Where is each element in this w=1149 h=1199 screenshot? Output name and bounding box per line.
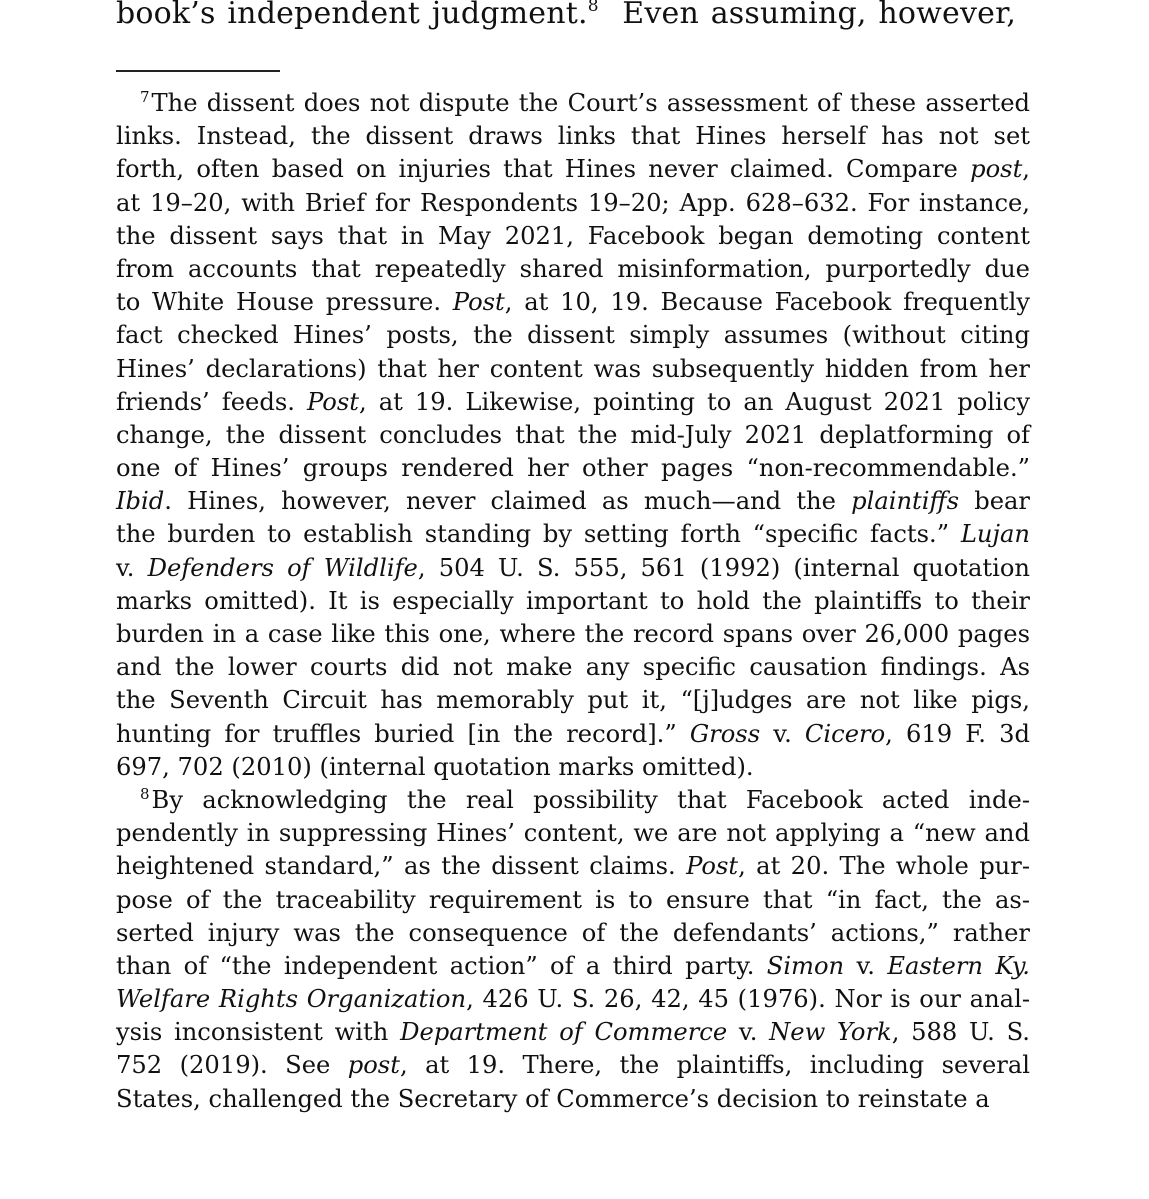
- footnote-line: [116, 552, 1030, 585]
- italic-citation-text: Cicero: [804, 719, 886, 748]
- footnote-text: at 19–20, with Brief for Respondents 19–20; App. 628–632. For instance,: [116, 188, 1030, 217]
- italic-citation-text: Defenders of Wildlife: [147, 553, 418, 582]
- footnote-7: [116, 87, 1030, 784]
- footnote-text: the dissent says that in May 2021, Facebook began demoting content: [116, 221, 1030, 250]
- italic-citation-text: Simon: [766, 951, 845, 980]
- footnote-line: [116, 485, 1030, 518]
- footnote-text: ysis inconsistent with: [116, 1018, 401, 1047]
- footnote-number: 7: [140, 88, 150, 106]
- footnote-line: [116, 817, 1030, 850]
- footnote-line: [116, 452, 1030, 485]
- footnote-line: [116, 253, 1030, 286]
- footnote-line: [116, 286, 1030, 319]
- footnote-line: [116, 651, 1030, 684]
- footnote-line: [116, 1083, 1030, 1116]
- italic-citation-text: Ibid: [116, 487, 165, 516]
- italic-citation-text: Department of Commerce: [400, 1018, 728, 1047]
- footnote-text: friends’ feeds.: [116, 387, 307, 416]
- italic-citation-text: Gross: [689, 719, 761, 748]
- footnote-text: The dissent does not dispute the Court’s assessment of these asserted: [151, 89, 1030, 117]
- footnote-line: [116, 751, 1030, 784]
- italic-citation-text: Post: [306, 387, 359, 416]
- italic-citation-text: plaintiffs: [851, 487, 960, 516]
- footnote-text: bear: [959, 487, 1030, 516]
- footnote-line: [116, 917, 1030, 950]
- footnote-line: [116, 585, 1030, 618]
- italic-citation-text: post: [970, 155, 1023, 184]
- footnote-text: v.: [844, 951, 888, 980]
- footnote-line: [116, 187, 1030, 220]
- footnote-line: [116, 153, 1030, 186]
- italic-citation-text: Welfare Rights Organization: [116, 985, 467, 1014]
- body-text-line: [116, 0, 1030, 36]
- footnote-text: v.: [727, 1018, 770, 1047]
- footnote-text: ,: [1022, 155, 1030, 184]
- footnote-text: , at 20. The whole pur-: [738, 852, 1030, 881]
- footnote-line: [116, 87, 1030, 120]
- footnote-line: [116, 850, 1030, 883]
- footnote-text: and the lower courts did not make any specific causation findings. As: [116, 653, 1030, 682]
- footnote-text: 752 (2019). See: [116, 1051, 348, 1080]
- footnote-text: heightened standard,” as the dissent claims.: [116, 852, 687, 881]
- footnote-reference-marker[interactable]: 8: [587, 0, 599, 16]
- italic-citation-text: Eastern Ky.: [887, 951, 1030, 980]
- footnote-line: [116, 319, 1030, 352]
- footnote-text: burden in a case like this one, where the record spans over 26,000 pages: [116, 620, 1030, 648]
- footnote-text: v.: [116, 553, 148, 582]
- footnote-text: marks omitted). It is especially important to hold the plaintiffs to their: [116, 586, 1030, 615]
- footnote-number: 8: [140, 784, 150, 803]
- footnote-text: than of “the independent action” of a third party.: [116, 951, 767, 980]
- italic-citation-text: Lujan: [960, 520, 1030, 549]
- footnote-line: [116, 419, 1030, 452]
- italic-citation-text: post: [347, 1051, 400, 1080]
- footnote-text: . Hines, however, never claimed as much—and the: [164, 487, 852, 516]
- footnote-text: 697, 702 (2010) (internal quotation marks omitted).: [116, 752, 754, 781]
- footnote-text: one of Hines’ groups rendered her other pages “non-recommendable.”: [116, 454, 1030, 483]
- footnote-text: the burden to establish standing by setting forth “specific facts.”: [116, 520, 961, 549]
- footnote-text: By acknowledging the real possibility that Facebook acted inde-: [151, 785, 1030, 814]
- footnote-line: [116, 983, 1030, 1016]
- footnote-line: [116, 120, 1030, 153]
- body-text-after-marker: Even assuming, however,: [622, 0, 1017, 31]
- footnote-line: [116, 718, 1030, 751]
- footnote-text: pose of the traceability requirement is to ensure that “in fact, the as-: [116, 885, 1030, 914]
- footnote-text: to White House pressure.: [116, 288, 453, 317]
- italic-citation-text: New York: [769, 1018, 892, 1047]
- footnote-text: , at 19. There, the plaintiffs, including several: [399, 1051, 1031, 1080]
- footnote-text: , 426 U. S. 26, 42, 45 (1976). Nor is our anal-: [466, 985, 1031, 1014]
- body-text-before-marker: book’s independent judgment.: [116, 0, 588, 31]
- footnote-8: [116, 784, 1030, 1116]
- footnote-text: serted injury was the consequence of the defendants’ actions,” rather: [116, 918, 1030, 947]
- footnotes-section: [116, 87, 1030, 1116]
- footnote-text: change, the dissent concludes that the mid-July 2021 deplatforming of: [116, 420, 1030, 449]
- footnote-separator-rule: [116, 70, 280, 72]
- footnote-line: [116, 884, 1030, 917]
- footnote-line: [116, 518, 1030, 551]
- footnote-text: States, challenged the Secretary of Commerce’s decision to reinstate a: [116, 1084, 990, 1113]
- footnote-line: [116, 618, 1030, 651]
- footnote-line: [116, 1049, 1030, 1082]
- footnote-text: forth, often based on injuries that Hines never claimed. Compare: [116, 155, 971, 184]
- footnote-text: pendently in suppressing Hines’ content, we are not applying a “new and: [116, 819, 1030, 848]
- footnote-text: hunting for truffles buried [in the record].”: [116, 719, 690, 748]
- footnote-text: , 619 F. 3d: [885, 719, 1030, 748]
- footnote-line: [116, 950, 1030, 983]
- footnote-text: , at 19. Likewise, pointing to an August 2021 policy: [358, 387, 1030, 416]
- footnote-text: fact checked Hines’ posts, the dissent simply assumes (without citing: [116, 321, 1030, 350]
- footnote-line: [116, 1016, 1030, 1049]
- italic-citation-text: Post: [452, 288, 505, 317]
- footnote-text: links. Instead, the dissent draws links that Hines herself has not set: [116, 122, 1030, 151]
- footnote-line: [116, 386, 1030, 419]
- footnote-text: v.: [760, 719, 805, 748]
- footnote-text: , 504 U. S. 555, 561 (1992) (internal quotation: [417, 553, 1030, 582]
- footnote-text: , at 10, 19. Because Facebook frequently: [504, 288, 1030, 317]
- footnote-line: [116, 684, 1030, 717]
- italic-citation-text: Post: [686, 852, 739, 881]
- footnote-line: [116, 784, 1030, 817]
- footnote-text: from accounts that repeatedly shared misinformation, purportedly due: [116, 254, 1030, 283]
- footnote-line: [116, 353, 1030, 386]
- footnote-text: the Seventh Circuit has memorably put it, “[j]udges are not like pigs,: [116, 686, 1030, 715]
- footnote-text: Hines’ declarations) that her content was subsequently hidden from her: [116, 354, 1030, 383]
- footnote-text: , 588 U. S.: [891, 1018, 1030, 1047]
- footnote-line: [116, 220, 1030, 253]
